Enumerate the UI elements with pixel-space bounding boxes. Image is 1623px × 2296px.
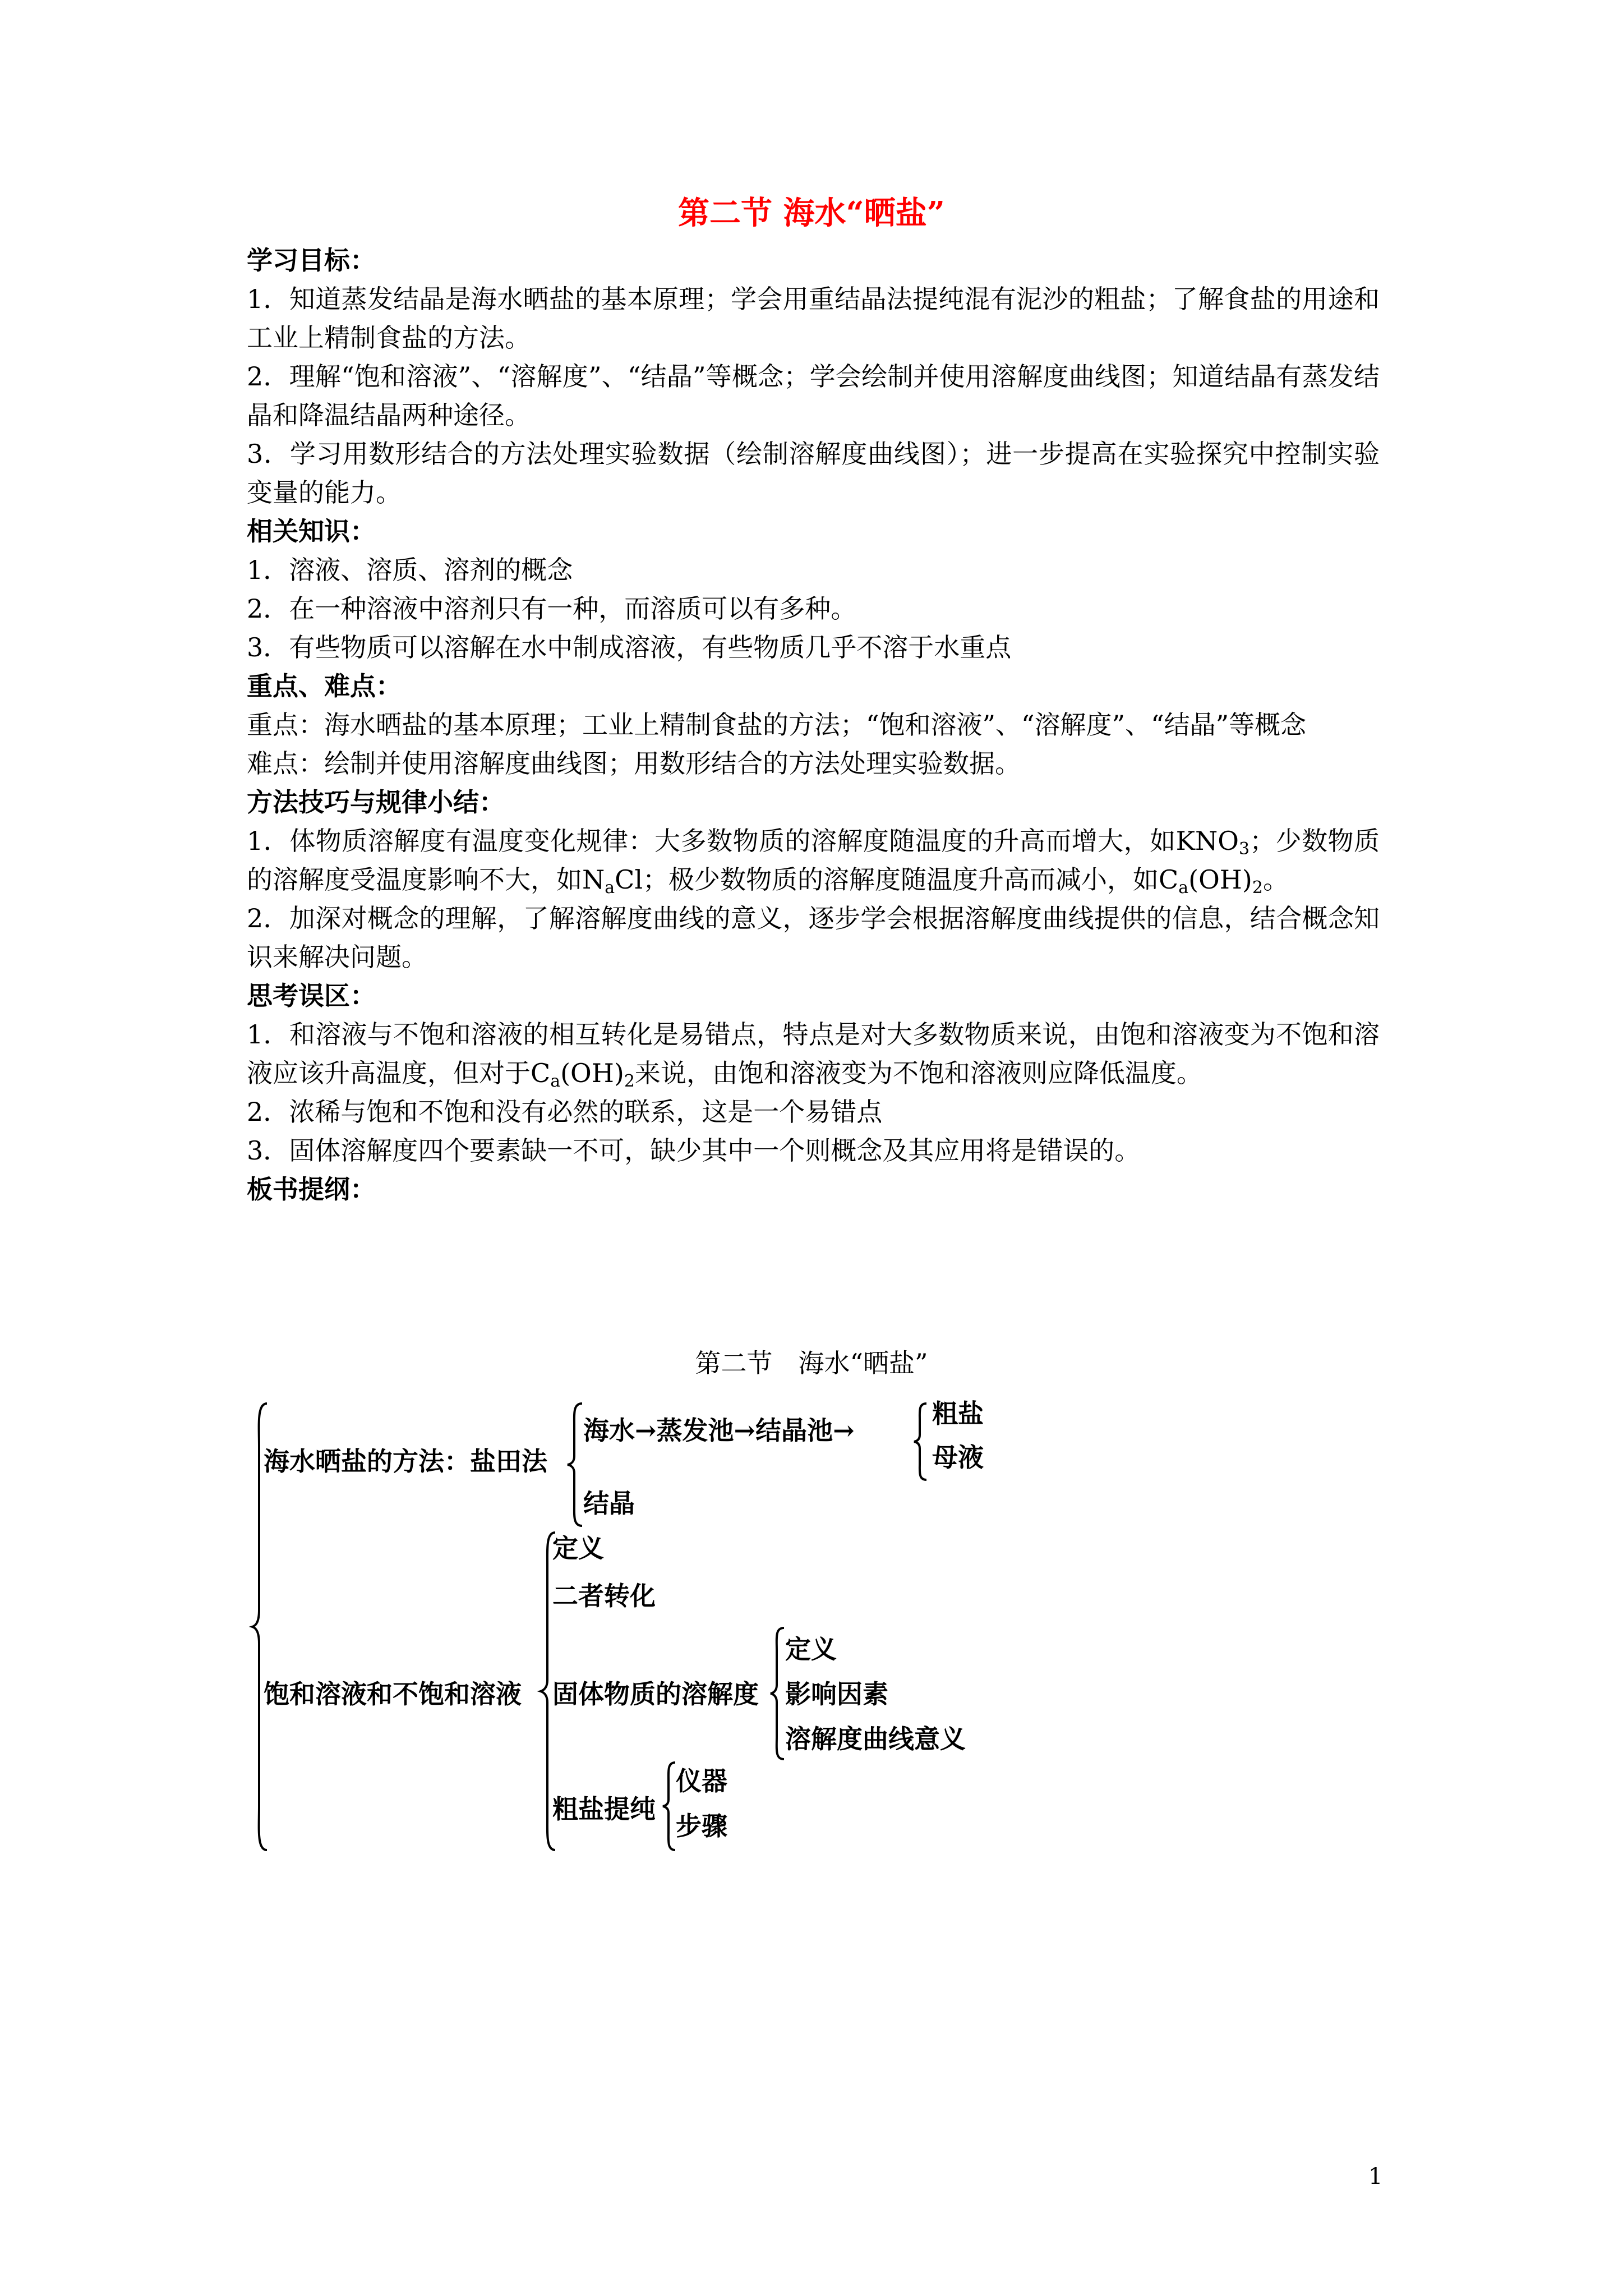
solubility-label: 固体物质的溶解度: [552, 1679, 759, 1709]
salt-flow: 海水→蒸发池→结晶池→: [583, 1415, 855, 1446]
method-label: 海水晒盐的方法：盐田法: [264, 1446, 547, 1476]
objective-item: 1．知道蒸发结晶是海水晒盐的基本原理；学会用重结晶法提纯混有泥沙的粗盐；了解食盐的用途和工业上精制食盐的方法。: [247, 284, 1380, 353]
sol-definition-label: 定义: [785, 1634, 837, 1664]
board-heading: 板书提纲：: [247, 1174, 376, 1204]
objective-item: 2．理解“饱和溶液”、“溶解度”、“结晶”等概念；学会绘制并使用溶解度曲线图；知道结晶有蒸发结晶和降温结晶两种途径。: [247, 361, 1380, 430]
objectives-heading: 学习目标：: [247, 245, 376, 275]
mother-liquor-label: 母液: [932, 1442, 984, 1473]
related-item: 1．溶液、溶质、溶剂的概念: [247, 555, 573, 585]
mistakes-item: 2．浓稀与饱和不饱和没有必然的联系，这是一个易错点: [247, 1097, 883, 1127]
instruments-label: 仪器: [676, 1766, 727, 1796]
mistakes-item: 1．和溶液与不饱和溶液的相互转化是易错点，特点是对大多数物质来说，由饱和溶液变为不饱和溶液应该升高温度，但对于$C_a(OH)_2$来说，由饱和溶液变为不饱和溶液则应降低温度。: [247, 1019, 1380, 1091]
sol-curve-label: 溶解度曲线意义: [785, 1724, 966, 1754]
conversion-label: 二者转化: [552, 1581, 656, 1611]
related-item: 2．在一种溶液中溶剂只有一种，而溶质可以有多种。: [247, 593, 857, 624]
related-item: 3．有些物质可以溶解在水中制成溶液，有些物质几乎不溶于水重点: [247, 632, 1012, 662]
steps-label: 步骤: [676, 1811, 727, 1841]
objective-item: 3．学习用数形结合的方法处理实验数据（绘制溶解度曲线图）；进一步提高在实验探究中控制实验变量的能力。: [247, 439, 1380, 508]
document-body: [247, 241, 1380, 1209]
related-heading: 相关知识：: [247, 516, 376, 546]
methods-heading: 方法技巧与规律小结：: [247, 787, 505, 817]
crystal-label: 结晶: [583, 1488, 635, 1519]
key-item: 难点：绘制并使用溶解度曲线图；用数形结合的方法处理实验数据。: [247, 748, 1021, 779]
purify-brace: [662, 1761, 676, 1851]
method-brace: [566, 1402, 583, 1527]
page-title: 第二节 海水“晒盐”: [678, 195, 945, 232]
methods-item: 1．体物质溶解度有温度变化规律：大多数物质的溶解度随温度的升高而增大，如$KNO_3$；少数物质的溶解度受温度影响不大，如$N_aCl$；极少数物质的溶解度随温度升高而减小，如$C_a(OH)_2$。: [247, 826, 1380, 898]
methods-item: 2．加深对概念的理解，了解溶解度曲线的意义，逐步学会根据溶解度曲线提供的信息，结合概念知识来解决问题。: [247, 903, 1380, 972]
solubility-brace: [769, 1627, 785, 1760]
mistakes-heading: 思考误区：: [247, 981, 376, 1011]
outline-title: 第二节 海水“晒盐”: [695, 1348, 928, 1378]
product-brace: [913, 1402, 928, 1481]
page-number: 1: [1368, 2164, 1383, 2189]
key-item: 重点：海水晒盐的基本原理；工业上精制食盐的方法；“饱和溶液”、“溶解度”、“结晶”等概念: [247, 710, 1307, 740]
saturated-label: 饱和溶液和不饱和溶液: [264, 1679, 522, 1709]
mistakes-item: 3．固体溶解度四个要素缺一不可，缺少其中一个则概念及其应用将是错误的。: [247, 1135, 1141, 1166]
crude-salt-label: 粗盐: [932, 1398, 984, 1429]
purify-label: 粗盐提纯: [552, 1794, 656, 1824]
definition-label: 定义: [552, 1533, 604, 1563]
sol-factors-label: 影响因素: [785, 1679, 888, 1709]
key-heading: 重点、难点：: [247, 671, 402, 701]
